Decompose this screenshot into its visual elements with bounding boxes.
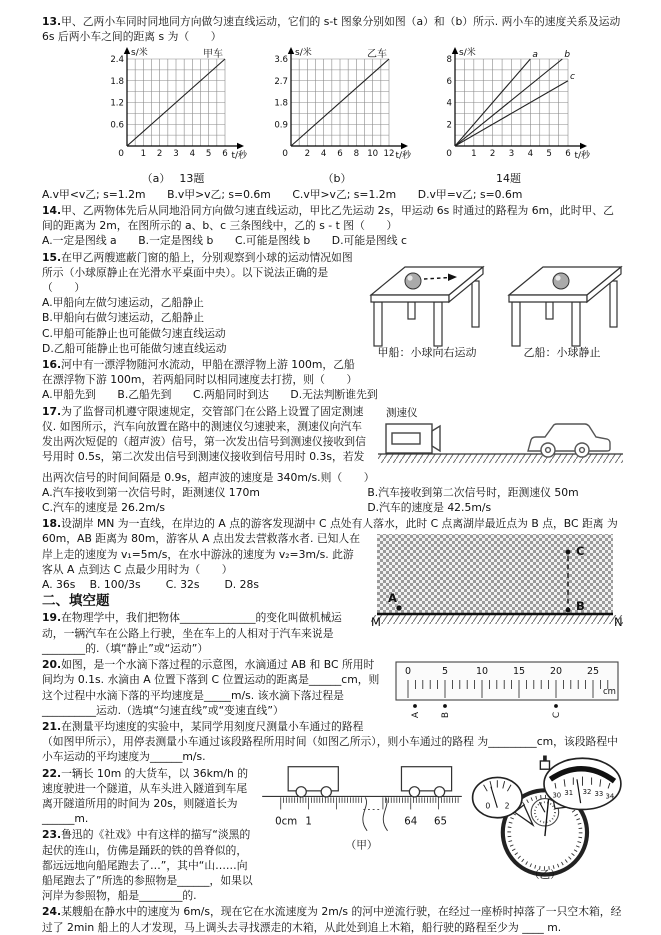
label-a: A	[388, 591, 397, 606]
svg-text:2: 2	[446, 120, 452, 131]
svg-text:乙车: 乙车	[367, 49, 387, 61]
question-15	[42, 250, 623, 359]
second-dial-34: 34	[605, 792, 615, 801]
svg-text:s/米: s/米	[295, 48, 312, 59]
svg-text:甲车: 甲车	[203, 49, 223, 61]
q21-diagrams	[262, 750, 623, 880]
question-14-text	[42, 203, 623, 233]
label-c: C	[576, 544, 585, 559]
second-dial-magnifier	[544, 759, 621, 810]
question-17-number: 17.	[42, 404, 62, 418]
svg-text:10: 10	[367, 149, 379, 160]
drop-label-a: A	[411, 712, 421, 719]
question-17-option-a: A.汽车接收到第一次信号时，距测速仪 170m	[42, 485, 260, 499]
shore-hatch	[371, 615, 623, 624]
question-16-text	[42, 357, 623, 387]
second-dial-33: 33	[594, 790, 604, 799]
question-17	[42, 404, 623, 516]
svg-text:2.7: 2.7	[274, 77, 288, 88]
svg-text:3: 3	[508, 149, 515, 160]
stopwatch-diagram	[465, 750, 623, 880]
ruler2-num-65: 65	[433, 816, 447, 828]
car-icon	[528, 424, 610, 457]
question-21-number: 21.	[42, 719, 62, 733]
second-dial-32: 32	[582, 788, 592, 797]
second-dial-30: 30	[552, 791, 562, 800]
question-14	[42, 203, 623, 249]
question-16-options: A.甲船先到 B.乙船先到 C.两船同时到达 D.无法判断谁先到	[42, 388, 378, 402]
ruler2-num-1: 1	[304, 816, 312, 828]
svg-text:4: 4	[189, 149, 196, 160]
question-22-number: 22.	[42, 766, 62, 780]
svg-text:3.6: 3.6	[274, 55, 288, 66]
svg-text:1.2: 1.2	[110, 98, 124, 109]
svg-text:4: 4	[446, 98, 452, 109]
svg-text:3: 3	[173, 149, 179, 160]
svg-text:8: 8	[353, 149, 360, 160]
svg-text:0.9: 0.9	[274, 120, 288, 131]
cart-right-icon	[401, 767, 451, 797]
svg-text:8: 8	[446, 55, 452, 66]
point-b-dot	[566, 608, 571, 613]
ruler-break-curve-1	[362, 798, 366, 831]
question-24-text	[42, 904, 623, 934]
svg-text:1: 1	[140, 149, 147, 160]
label-m: M	[371, 615, 381, 629]
question-23-number: 23.	[42, 828, 62, 842]
ruler-num-10: 10	[475, 666, 489, 678]
question-17-text	[42, 404, 623, 485]
question-24-number: 24.	[42, 905, 62, 919]
svg-text:1.8: 1.8	[110, 77, 124, 88]
question-19-number: 19.	[42, 611, 62, 625]
ruler-ticks-right	[382, 798, 457, 810]
question-17-options	[42, 485, 623, 515]
svg-text:0: 0	[446, 149, 452, 160]
svg-text:2: 2	[304, 149, 311, 160]
question-14-body: 甲、乙两物体先后从同地沿同方向做匀速直线运动，甲比乙先运动 2s，甲运动 6s 时通过的路程为 6m，此时甲、乙间的距离为 2m，在图所示的 a、b、c 三条图线中，乙的 s - t 图（ ）	[42, 204, 614, 233]
question-19-body: 在物理学中，我们把物体______________的变化叫做机械运动，一辆汽车在公路上行驶，坐在车上的人相对于汽车来说是________的.（填“静止”或“运动”）	[42, 611, 342, 655]
question-21-body-b: 为_________cm，该段路程中小车运动的平均速度为______m/s.	[42, 735, 618, 764]
question-22-body: 一辆长 10m 的大货车，以 36km/h 的速度驶进一个隧道，从车头进入隧道到车尾离开隧道所用的时间为 20s，则隧道长为______m.	[42, 766, 249, 826]
question-13-options: A.v甲<v乙; s=1.2m B.v甲>v乙; s=0.6m C.v甲>v乙; s=1.2m D.v甲=v乙; s=0.6m	[42, 187, 523, 201]
question-14-options: A.一定是图线 a B.一定是图线 b C.可能是图线 b D.可能是图线 c	[42, 234, 407, 248]
question-17-option-b: B.汽车接收到第二次信号时，距测速仪 50m	[367, 485, 579, 499]
question-13-text	[42, 14, 623, 44]
ruler-num-5: 5	[441, 666, 449, 678]
ruler-unit: cm	[603, 687, 616, 698]
minute-dial-2: 2	[504, 801, 510, 811]
charts-row	[98, 46, 623, 185]
svg-text:t/秒: t/秒	[574, 151, 590, 162]
graph-a-box	[98, 46, 248, 185]
svg-text:2: 2	[489, 149, 496, 160]
ball-moving-icon	[405, 273, 421, 289]
minute-dial-0: 0	[485, 801, 491, 811]
speed-gun-icon	[386, 424, 440, 453]
point-a-dot	[396, 606, 401, 611]
question-15-option-c: C.甲船可能静止也可能做匀速直线运动	[42, 326, 226, 340]
boats-diagram	[365, 251, 623, 359]
svg-text:c: c	[570, 72, 575, 83]
caption-yi: （乙）	[529, 869, 561, 881]
svg-text:s/米: s/米	[459, 48, 476, 59]
question-18-body-a: 设湖岸 MN 为一直线，在岸边的 A 点的游客发现湖中 C 点处有人落水，此时 C 点离湖岸最近点为 B 点，BC 距离	[61, 517, 604, 531]
svg-text:5: 5	[205, 149, 212, 160]
drop-c-dot	[554, 704, 558, 708]
graph-14	[426, 46, 591, 172]
svg-text:0: 0	[118, 149, 124, 160]
question-15-option-a: A.甲船向左做匀速运动，乙船静止	[42, 296, 204, 310]
graph-a	[98, 46, 248, 172]
question-13-body: 甲、乙两小车同时同地同方向做匀速直线运动，它们的 s-t 图象分别如图（a）和（b）所示. 两小车的速度关系及运动 6s 后两小车之间的距离 s 为（ ）	[42, 15, 621, 44]
ruler2-num-0cm: 0cm	[274, 816, 297, 828]
boat-yi-caption: 乙船：小球静止	[523, 345, 601, 359]
question-24-body: 某艘船在静水中的速度为 6m/s，现在它在水流速度为 2m/s 的河中逆流行驶，在经过一座桥时掉落了一只空木箱，经过了 2min 船上的人才发现，马上调头去寻找漂走的木箱，从此处到追上木箱，船行驶的路程至少为 ____ m.	[42, 905, 622, 934]
drop-ruler-diagram	[388, 658, 623, 722]
svg-text:4: 4	[527, 149, 534, 160]
question-23-body: 鲁迅的《社戏》中有这样的描写“淡黑的起伏的连山，仿佛是踊跃的铁的兽脊似的，都远远地向船尾跑去了…”，其中“山……向船尾跑去了”所选的参照物是______，如果以河岸为参照物，船是________的.	[42, 828, 253, 903]
question-20-body: 如图，是一个水滴下落过程的示意图，水滴通过 AB 和 BC 所用时间均为 0.1s. 水滴由 A 位置下落到 C 位置运动的距离是______cm，则这个过程中水滴下落的平均速度是_____m/s. 该水滴下落过程是__________运动.（选填“匀速直线”或“变速直线”）	[42, 658, 380, 717]
question-18-body-b: 为 60m，AB 距离为 80m，游客从 A 点出发去营救落水者. 已知人在岸上走的速度为 v₁=5m/s，在水中游泳的速度为 v₂=3m/s. 此游客从 A 点到达 C 点最少用时为（ ）	[42, 517, 618, 576]
drop-b-dot	[443, 704, 447, 708]
label-n: N	[614, 615, 623, 629]
svg-text:1.8: 1.8	[274, 98, 288, 109]
svg-text:1: 1	[471, 149, 477, 160]
svg-text:12: 12	[383, 149, 395, 160]
question-13-number: 13.	[42, 15, 62, 28]
question-18-number: 18.	[42, 517, 62, 531]
cart-left-icon	[288, 767, 338, 797]
lake-diagram	[371, 532, 623, 628]
ruler-num-0: 0	[404, 666, 412, 678]
question-17-body: 为了监督司机遵守限速规定，交管部门在公路上设置了固定测速仪. 如图所示，汽车向放置在路中的测速仪匀速驶来，测速仪向汽车发出两次短促的（超声波）信号，第一次发出信号到测速仪接收到信号用时 0.5s，第二次发出信号到测速仪接收到信号用时 0.3s，若发出两次信号的时间间隔是 0.9s，超声波的速度是 340m/s.则（ ）	[42, 404, 375, 484]
point-c-dot	[566, 550, 571, 555]
question-20-text	[42, 657, 623, 718]
cart-ruler-diagram	[262, 750, 462, 854]
graph-14-caption: 14题	[496, 171, 521, 185]
question-21-body-a: 在测量平均速度的实验中，某同学用刻度尺测量小车通过的路程（如图甲所示），用停表测量小车通过该段路程所用时间（如图乙所示），则小车通过的路程	[42, 719, 474, 749]
ruler-num-20: 20	[549, 666, 563, 678]
graph-b-box	[262, 46, 412, 185]
ball-highlight	[407, 275, 412, 280]
caption-jia: （甲）	[345, 838, 378, 852]
graph-14-box	[426, 46, 591, 185]
ruler-ticks-left	[280, 798, 361, 810]
svg-text:6: 6	[565, 149, 571, 160]
svg-text:2.4: 2.4	[110, 55, 124, 66]
drop-label-b: B	[441, 712, 451, 719]
svg-text:s/米: s/米	[131, 48, 148, 59]
svg-text:t/秒: t/秒	[395, 151, 411, 162]
svg-text:0.6: 0.6	[110, 120, 124, 131]
graph-b-caption: （b）	[322, 171, 352, 185]
svg-text:6: 6	[446, 77, 452, 88]
question-16-number: 16.	[42, 358, 62, 372]
question-14-number: 14.	[42, 204, 62, 218]
ruler-body	[396, 662, 618, 700]
svg-text:t/秒: t/秒	[231, 151, 247, 162]
question-15-number: 15.	[42, 250, 62, 264]
svg-text:0: 0	[282, 149, 288, 160]
question-20	[42, 657, 623, 718]
speed-gun-diagram	[378, 405, 623, 467]
ruler-num-25: 25	[586, 666, 600, 678]
drop-label-c: C	[552, 711, 562, 719]
graph-a-caption: （a） 13题	[141, 171, 205, 185]
svg-text:6: 6	[222, 149, 228, 160]
question-15-body: 在甲乙两艘遮蔽门窗的船上，分别观察到小球的运动情况如图所示（小球原静止在光滑水平桌面中央）。以下说法正确的是（ ）	[42, 250, 353, 295]
graph-b	[262, 46, 412, 172]
question-18-options: A. 36s B. 100/3s C. 32s D. 28s	[42, 578, 260, 592]
section-2-title: 二、填空题	[42, 593, 110, 610]
question-15-option-d: D.乙船可能静止也可能做匀速直线运动	[42, 341, 227, 355]
svg-text:6: 6	[337, 149, 343, 160]
ball-static-icon	[553, 273, 569, 289]
question-17-option-c: C.汽车的速度是 26.2m/s	[42, 501, 166, 515]
svg-text:2: 2	[156, 149, 163, 160]
question-16-body: 河中有一漂浮物随河水流动，甲船在漂浮物上游 100m，乙船在漂浮物下游 100m，若两船同时以相同速度去打捞，则（ ）	[42, 358, 358, 387]
ruler-num-15: 15	[512, 666, 526, 678]
question-17-option-d: D.汽车的速度是 42.5m/s	[367, 501, 492, 515]
question-15-option-b: B.甲船向右做匀速运动，乙船静止	[42, 311, 204, 325]
question-20-number: 20.	[42, 658, 62, 672]
speed-gun-label: 测速仪	[386, 406, 418, 419]
ruler2-num-64: 64	[403, 816, 417, 828]
question-16	[42, 357, 623, 403]
second-dial-31: 31	[564, 789, 574, 798]
label-b: B	[576, 599, 585, 614]
question-24	[42, 904, 623, 934]
boat-jia-caption: 甲船：小球向右运动	[377, 345, 477, 359]
question-13	[42, 14, 623, 202]
ball-highlight-2	[555, 275, 560, 280]
svg-text:b: b	[564, 50, 571, 61]
svg-text:4: 4	[320, 149, 327, 160]
svg-text:5: 5	[546, 149, 552, 160]
svg-text:a: a	[532, 50, 538, 61]
drop-a-dot	[413, 704, 417, 708]
